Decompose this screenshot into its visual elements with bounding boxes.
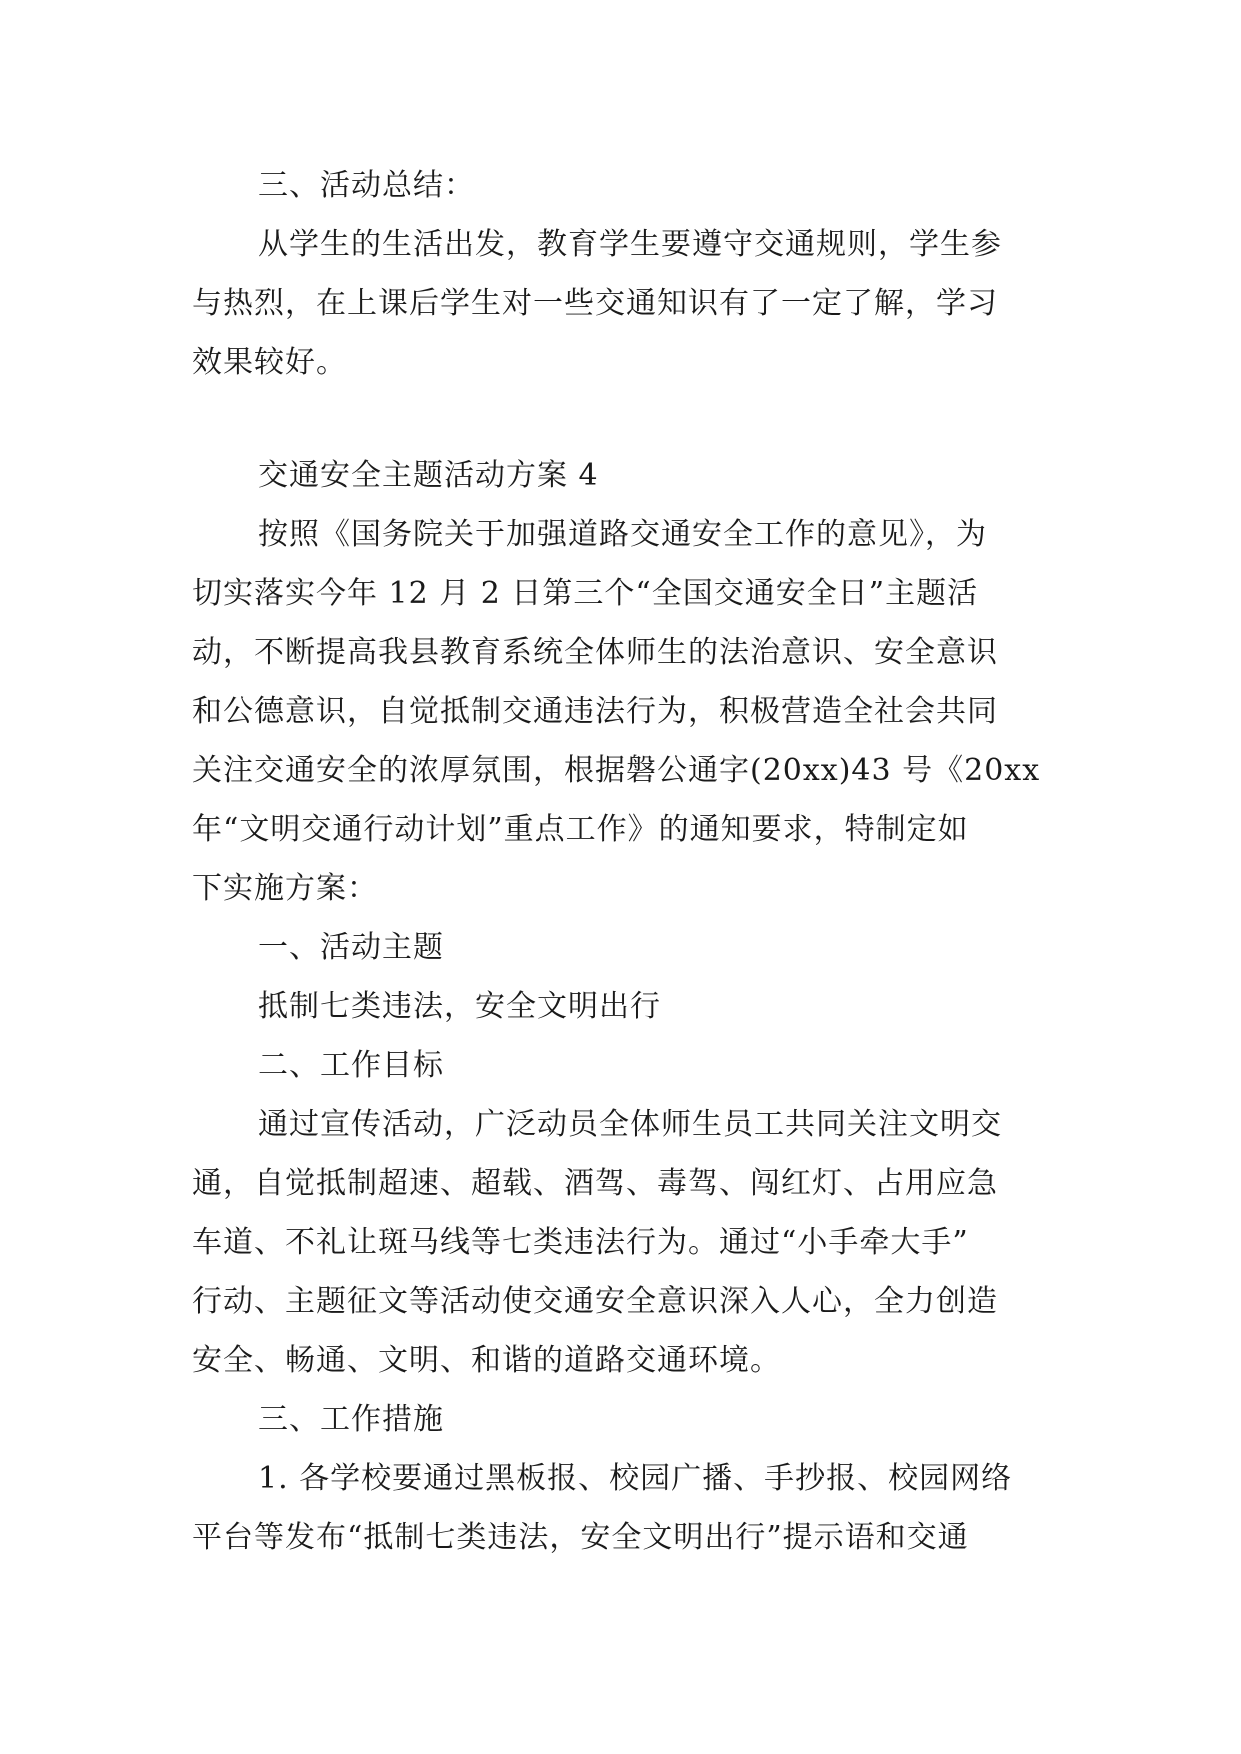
- summary-paragraph-line: 效果较好。: [192, 345, 347, 380]
- measures-heading: 三、工作措施: [258, 1402, 444, 1437]
- goal-heading: 二、工作目标: [258, 1048, 444, 1083]
- goal-paragraph-line: 安全、畅通、文明、和谐的道路交通环境。: [192, 1343, 781, 1378]
- plan-title: 交通安全主题活动方案 4: [258, 458, 599, 493]
- measures-paragraph-line: 平台等发布“抵制七类违法，安全文明出行”提示语和交通: [192, 1520, 969, 1555]
- goal-paragraph-line: 通过宣传活动，广泛动员全体师生员工共同关注文明交: [258, 1107, 1002, 1142]
- goal-paragraph-line: 行动、主题征文等活动使交通安全意识深入人心，全力创造: [192, 1284, 998, 1319]
- goal-paragraph-line: 车道、不礼让斑马线等七类违法行为。通过“小手牵大手”: [192, 1225, 969, 1260]
- intro-paragraph-line: 按照《国务院关于加强道路交通安全工作的意见》，为: [258, 517, 987, 552]
- summary-heading: 三、活动总结：: [258, 168, 475, 203]
- theme-heading: 一、活动主题: [258, 930, 444, 965]
- intro-paragraph-line: 和公德意识，自觉抵制交通违法行为，积极营造全社会共同: [192, 694, 998, 729]
- intro-paragraph-line: 关注交通安全的浓厚氛围，根据磐公通字(20xx)43 号《20xx: [192, 753, 1041, 788]
- intro-paragraph-line: 年“文明交通行动计划”重点工作》的通知要求，特制定如: [192, 812, 969, 847]
- measures-paragraph-line: 1. 各学校要通过黑板报、校园广播、手抄报、校园网络: [258, 1461, 1013, 1496]
- goal-paragraph-line: 通，自觉抵制超速、超载、酒驾、毒驾、闯红灯、占用应急: [192, 1166, 998, 1201]
- theme-text: 抵制七类违法，安全文明出行: [258, 989, 661, 1024]
- intro-paragraph-line: 下实施方案：: [192, 871, 378, 906]
- summary-paragraph-line: 与热烈，在上课后学生对一些交通知识有了一定了解，学习: [192, 286, 998, 321]
- intro-paragraph-line: 动，不断提高我县教育系统全体师生的法治意识、安全意识: [192, 635, 998, 670]
- summary-paragraph-line: 从学生的生活出发，教育学生要遵守交通规则，学生参: [258, 227, 1002, 262]
- intro-paragraph-line: 切实落实今年 12 月 2 日第三个“全国交通安全日”主题活: [192, 576, 979, 611]
